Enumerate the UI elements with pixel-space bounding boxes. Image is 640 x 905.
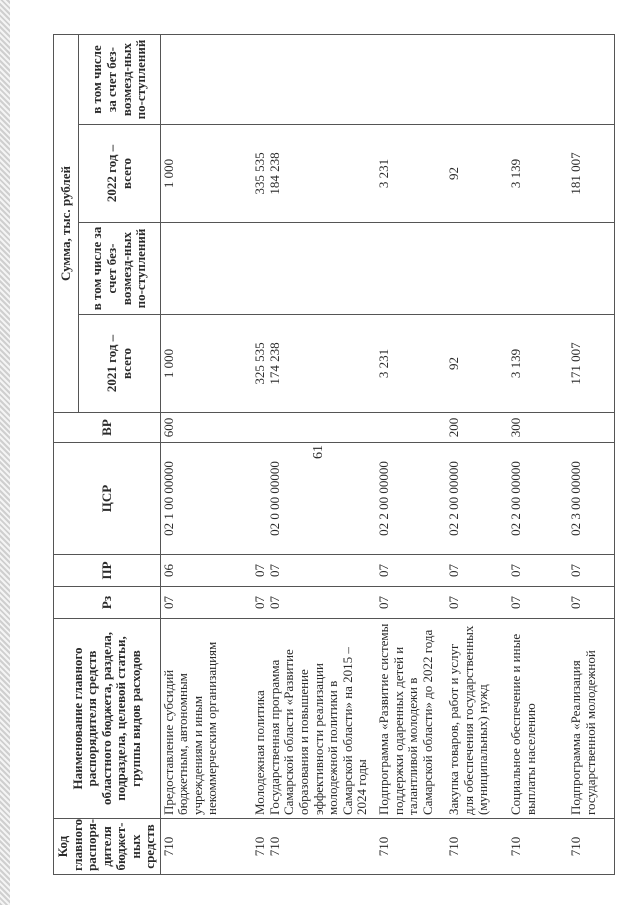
table-row bbox=[376, 35, 446, 875]
cell-2022-incl bbox=[568, 35, 614, 125]
cell-vr: 200 bbox=[446, 413, 508, 443]
cell-2022-total: 3 139 bbox=[508, 125, 568, 223]
header-2021-total: 2021 год – всего bbox=[79, 315, 161, 413]
cell-2021-incl bbox=[160, 223, 252, 315]
table-row bbox=[446, 35, 508, 875]
cell-rz: 07 bbox=[376, 587, 446, 619]
budget-table bbox=[53, 34, 615, 875]
cell-csr: 02 2 00 00000 bbox=[508, 443, 568, 555]
cell-2021-total: 174 238 bbox=[266, 342, 282, 385]
table-row bbox=[508, 35, 568, 875]
scan-border bbox=[0, 0, 10, 905]
header-vr: ВР bbox=[54, 413, 161, 443]
cell-name: Социальное обеспечение и иные выплаты населению bbox=[508, 619, 568, 819]
cell-vr bbox=[568, 413, 614, 443]
header-row bbox=[54, 35, 79, 875]
cell-name: Подпрограмма «Развитие системы поддержки одаренных детей и талантливой молодежи в Самарской области» до 2022 года bbox=[376, 619, 446, 819]
cell-2021-total: 92 bbox=[446, 315, 508, 413]
cell-code: 710 bbox=[568, 819, 614, 875]
cell-pr: 07 bbox=[446, 555, 508, 587]
cell-csr: 02 3 00 00000 bbox=[568, 443, 614, 555]
cell-2021-incl bbox=[568, 223, 614, 315]
cell-csr: 02 0 00 00000 bbox=[266, 461, 282, 536]
cell-name: Подпрограмма «Реализация государственной молодежной bbox=[568, 619, 614, 819]
cell-rz: 07 bbox=[568, 587, 614, 619]
cell-name: Закупка товаров, работ и услуг для обеспечения государственных (муниципальных) нужд bbox=[446, 619, 508, 819]
cell-vr: 300 bbox=[508, 413, 568, 443]
cell-rz: 07 bbox=[160, 587, 252, 619]
header-2022-incl: в том числе за счет без-возмезд-ных по-ступлений bbox=[79, 35, 161, 125]
cell-vr: 600 bbox=[160, 413, 252, 443]
cell-2021-incl bbox=[446, 223, 508, 315]
cell-pr: 07 bbox=[568, 555, 614, 587]
page-number: 61 bbox=[311, 445, 326, 459]
cell-csr: 02 2 00 00000 bbox=[376, 443, 446, 555]
cell-2022-total: 184 238 bbox=[266, 152, 282, 195]
cell-2022-total: 3 231 bbox=[376, 125, 446, 223]
table-row bbox=[252, 35, 376, 875]
cell-2022-incl bbox=[160, 35, 252, 125]
cell-code: 710 bbox=[266, 836, 282, 857]
header-pr: ПР bbox=[54, 555, 161, 587]
cell-name: Предоставление субсидий бюджетным, автономным учреждениям и иным некоммерческим организациям bbox=[160, 619, 252, 819]
cell-rz: 07 bbox=[252, 596, 268, 609]
rotated-page bbox=[53, 35, 598, 875]
cell-pr: 07 bbox=[252, 564, 268, 577]
cell-pr: 07 bbox=[376, 555, 446, 587]
cell-2021-total: 325 535 bbox=[252, 342, 268, 385]
header-name: Наименование главного распорядителя средств областного бюджета, раздела, подраздела, целевой статьи, группы видов расходов bbox=[54, 619, 161, 819]
cell-pr: 06 bbox=[160, 555, 252, 587]
header-rz: Рз bbox=[54, 587, 161, 619]
header-2022-total: 2022 год – всего bbox=[79, 125, 161, 223]
cell-csr: 02 2 00 00000 bbox=[446, 443, 508, 555]
cell-code: 710 bbox=[446, 819, 508, 875]
cell-2022-total: 181 007 bbox=[568, 125, 614, 223]
table-row bbox=[568, 35, 614, 875]
cell-csr bbox=[253, 446, 268, 551]
header-sum-group: Сумма, тыс. рублей bbox=[54, 35, 79, 413]
cell-2021-incl bbox=[508, 223, 568, 315]
cell-2021-total: 3 231 bbox=[376, 315, 446, 413]
cell-name: Молодежная политика bbox=[252, 690, 268, 815]
cell-rz: 07 bbox=[508, 587, 568, 619]
cell-vr bbox=[376, 413, 446, 443]
cell-2021-incl bbox=[376, 223, 446, 315]
header-csr: ЦСР bbox=[54, 443, 161, 555]
cell-rz: 07 bbox=[266, 596, 282, 609]
cell-2022-incl bbox=[508, 35, 568, 125]
cell-pr: 07 bbox=[508, 555, 568, 587]
cell-name: Государственная программа Самарской области «Развитие образования и повышение эффективности реализации молодежной политики в Самарской области» на 2015 – 2024 годы bbox=[266, 647, 370, 815]
cell-csr: 02 1 00 00000 bbox=[160, 443, 252, 555]
cell-2022-incl bbox=[446, 35, 508, 125]
cell-code: 710 bbox=[508, 819, 568, 875]
cell-code: 710 bbox=[252, 836, 268, 857]
header-code: Код главного распоря-дителя бюджет-ных средств bbox=[54, 819, 161, 875]
cell-2021-total: 1 000 bbox=[160, 315, 252, 413]
cell-2021-total: 171 007 bbox=[568, 315, 614, 413]
cell-pr: 07 bbox=[266, 564, 282, 577]
table-row bbox=[160, 35, 252, 875]
cell-2022-incl bbox=[376, 35, 446, 125]
cell-rz: 07 bbox=[446, 587, 508, 619]
cell-code: 710 bbox=[160, 819, 252, 875]
cell-2022-total: 92 bbox=[446, 125, 508, 223]
cell-2021-total: 3 139 bbox=[508, 315, 568, 413]
cell-2022-total: 335 535 bbox=[252, 152, 268, 195]
header-2021-incl: в том числе за счет без-возмезд-ных по-ступлений bbox=[79, 223, 161, 315]
cell-2022-total: 1 000 bbox=[160, 125, 252, 223]
cell-code: 710 bbox=[376, 819, 446, 875]
